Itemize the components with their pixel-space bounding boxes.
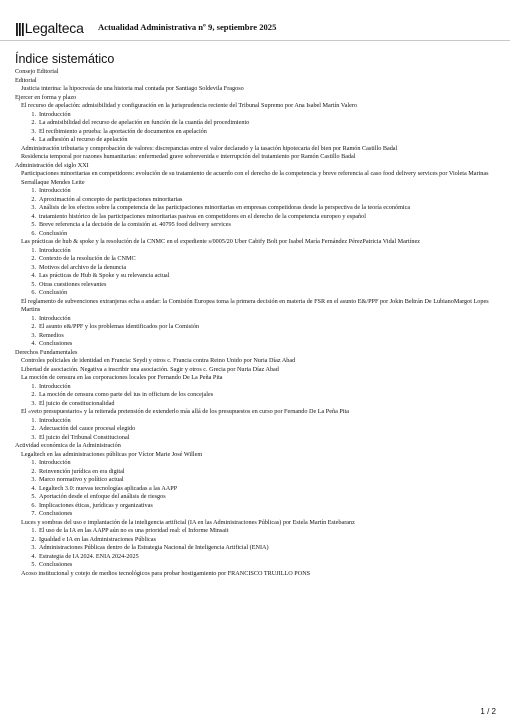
toc-subsection-link[interactable] [15, 476, 505, 485]
toc-article-link[interactable] [15, 357, 505, 366]
toc-subsection-link[interactable] [15, 544, 505, 553]
toc-item-text: Introducción [39, 314, 71, 322]
toc-item-text: El asunto e&/PPF y los problemas identificados por la Comisión [39, 323, 200, 330]
toc-article-link[interactable] [15, 238, 505, 247]
toc-item-text: Reinvención jurídica en era digital [39, 467, 125, 475]
table-of-contents [15, 68, 505, 578]
toc-item-number: 1. [31, 187, 36, 194]
toc-subsection-link[interactable] [15, 289, 505, 298]
toc-item-text: Legaltech 3.0: nuevas tecnologías aplicadas a las AAPP [39, 484, 178, 492]
toc-item-number: 2. [31, 425, 36, 432]
toc-item-text: Otras cuestiones relevantes [39, 280, 107, 288]
toc-subsection-link[interactable] [15, 468, 505, 477]
toc-item-number: 6. [31, 501, 36, 509]
toc-article-link[interactable] [15, 298, 505, 315]
toc-item-text: Ejercer en forma y plazo [15, 93, 77, 101]
toc-item-text: Las prácticas de hub & spoke y la resolución de la CNMC en el expediente s/0005/20 Uber Cabify Bolt por Isabel María Fernández PérezPatricia Vidal Martínez [21, 238, 421, 245]
toc-item-number: 2. [31, 467, 36, 475]
toc-item-text: Remedios [39, 331, 64, 339]
toc-item-number: 3. [31, 476, 36, 483]
toc-item-number: 5. [31, 493, 36, 500]
toc-item-text: Contexto de la resolución de la CNMC [39, 255, 136, 262]
toc-subsection-link[interactable] [15, 391, 505, 400]
toc-item-text: La adhesión al recurso de apelación [39, 136, 128, 143]
toc-item-number: 1. [31, 246, 36, 254]
toc-subsection-link[interactable] [15, 459, 505, 468]
logo-bars-icon: ||| [15, 20, 24, 36]
toc-item-number: 6. [31, 229, 36, 237]
toc-item-text: El «veto presupuestario» y la reiterada pretensión de extenderlo más allá de los presupuestos en curso por Fernando De La Peña Pita [21, 408, 350, 415]
toc-item-number: 4. [31, 340, 36, 347]
toc-subsection-link[interactable] [15, 527, 505, 536]
toc-subsection-link[interactable] [15, 255, 505, 264]
toc-item-text: Editorial [15, 76, 37, 84]
document-title: Índice sistemático [15, 52, 115, 66]
toc-article-link[interactable] [15, 85, 505, 94]
toc-item-text: El reglamento de subvenciones extranjeras echa a andar: la Comisión Europea toma la primera decisión en materia de FSR en el asunto E&/PPF por Jokin Beltrán De LubianoMargot Lopes Martins [21, 297, 489, 313]
toc-subsection-link[interactable] [15, 213, 505, 222]
toc-item-text: Análisis de los efectos sobre la competencia de las participaciones minoritarias en empresas competidoras desde la perspectiva de la teoría económica [39, 204, 411, 211]
toc-item-text: Marco normativo y político actual [39, 476, 124, 483]
toc-item-text: Implicaciones éticas, jurídicas y organizativas [39, 501, 153, 509]
toc-section [15, 94, 505, 103]
toc-subsection-link[interactable] [15, 434, 505, 443]
toc-article-link[interactable] [15, 145, 505, 154]
toc-item-text: Administraciones Públicas dentro de la Estrategia Nacional de Inteligencia Artificial (ENIA) [39, 544, 269, 551]
toc-article-link[interactable] [15, 408, 505, 417]
toc-item-text: Conclusión [39, 229, 68, 237]
toc-item-text: Introducción [39, 416, 71, 424]
publication-title: Actualidad Administrativa nº 9, septiembre 2025 [98, 22, 277, 32]
toc-article-link[interactable] [15, 451, 505, 460]
toc-section [15, 349, 505, 358]
toc-item-number: 2. [31, 119, 36, 126]
toc-item-number: 1. [31, 382, 36, 390]
toc-subsection-link[interactable] [15, 315, 505, 324]
toc-subsection-link[interactable] [15, 400, 505, 409]
toc-item-number: 3. [31, 399, 36, 407]
toc-item-text: Actividad económica de la Administración [15, 442, 121, 449]
toc-subsection-link[interactable] [15, 281, 505, 290]
toc-item-text: Aportación desde el enfoque del análisis de riesgos [39, 493, 166, 500]
toc-subsection-link[interactable] [15, 510, 505, 519]
toc-item-text: Administración tributaria y comprobación de valores: discrepancias entre el valor declarado y la tasación hipotecaria del bien por Ramón Castillo Badal [21, 144, 398, 152]
toc-item-text: El juicio del Tribunal Constitucional [39, 433, 130, 441]
logo-text: Legalteca [24, 20, 84, 36]
toc-item-text: Residencia temporal por razones humanitarias: enfermedad grave sobrevenida e interrupción del tratamiento por Ramón Castillo Badal [21, 153, 356, 160]
toc-item-number: 2. [31, 391, 36, 398]
toc-item-number: 1. [31, 416, 36, 424]
toc-subsection-link[interactable] [15, 417, 505, 426]
toc-item-text: Aproximación al concepto de participaciones minoritarias [39, 195, 183, 203]
page-header [0, 0, 510, 41]
toc-item-number: 4. [31, 484, 36, 492]
toc-item-text: El uso de la IA en las AAPP aún no es una prioridad real: el Informe Minsait [39, 527, 229, 534]
toc-subsection-link[interactable] [15, 553, 505, 562]
toc-subsection-link[interactable] [15, 136, 505, 145]
toc-subsection-link[interactable] [15, 485, 505, 494]
toc-item-number: 2. [31, 255, 36, 262]
toc-item-text: Introducción [39, 110, 71, 118]
toc-item-text: tratamiento histórico de las participaciones minoritarias pasivas en competidores en el derecho de la competencia europeo y español [39, 212, 366, 220]
toc-item-text: El recibimiento a prueba: la aportación de documentos en apelación [39, 127, 207, 135]
toc-subsection-link[interactable] [15, 383, 505, 392]
toc-item-number: 2. [31, 195, 36, 203]
toc-subsection-link[interactable] [15, 272, 505, 281]
toc-item-number: 4. [31, 272, 36, 279]
toc-item-text: Motivos del archivo de la denuncia [39, 263, 127, 271]
toc-item-text: Consejo Editorial [15, 68, 59, 75]
toc-item-number: 4. [31, 212, 36, 220]
toc-item-text: Adecuación del cauce procesal elegido [39, 425, 136, 432]
toc-item-number: 4. [31, 136, 36, 143]
toc-item-number: 4. [31, 552, 36, 560]
toc-item-text: Participaciones minoritarias en competidores: evolución de su tratamiento de acuerdo con el derecho de la competencia y breve referencia al caso food delivery services por Violeta Marinas Serrallaque Mendes Leite [21, 170, 489, 186]
toc-item-text: Breve referencia a la decisión de la comisión at. 40795 food delivery services [39, 221, 231, 228]
toc-subsection-link[interactable] [15, 230, 505, 239]
toc-article-link[interactable] [15, 153, 505, 162]
toc-subsection-link[interactable] [15, 221, 505, 230]
toc-section [15, 68, 505, 77]
toc-item-number: 5. [31, 280, 36, 288]
toc-item-number: 3. [31, 544, 36, 551]
toc-item-text: Conclusiones [39, 340, 73, 347]
toc-item-number: 1. [31, 314, 36, 322]
toc-subsection-link[interactable] [15, 187, 505, 196]
toc-subsection-link[interactable] [15, 340, 505, 349]
toc-item-number: 2. [31, 323, 36, 330]
toc-article-link[interactable] [15, 519, 505, 528]
toc-item-number: 3. [31, 433, 36, 441]
toc-subsection-link[interactable] [15, 536, 505, 545]
toc-item-text: El juicio de constitucionalidad [39, 399, 115, 407]
toc-item-text: Introducción [39, 246, 71, 254]
toc-article-link[interactable] [15, 170, 505, 187]
toc-subsection-link[interactable] [15, 264, 505, 273]
toc-section [15, 442, 505, 451]
toc-subsection-link[interactable] [15, 332, 505, 341]
toc-subsection-link[interactable] [15, 493, 505, 502]
toc-item-number: 1. [31, 527, 36, 534]
toc-subsection-link[interactable] [15, 196, 505, 205]
toc-article-link[interactable] [15, 102, 505, 111]
toc-item-text: Estrategia de IA 2024. ENIA 2024-2025 [39, 552, 139, 560]
toc-subsection-link[interactable] [15, 111, 505, 120]
toc-item-text: Conclusiones [39, 561, 73, 568]
toc-item-text: Introducción [39, 187, 71, 194]
toc-article-link[interactable] [15, 374, 505, 383]
legalteca-logo [15, 20, 84, 36]
page-number: 1 / 2 [480, 707, 496, 716]
toc-item-text: Legaltech en las administraciones públicas por Víctor Marie José Willem [21, 450, 203, 458]
toc-item-text: Justicia interina: la hipocresía de una historia mal contada por Santiago Soldevila Fragoso [21, 85, 244, 92]
toc-item-number: 1. [31, 459, 36, 466]
toc-item-text: La admisibilidad del recurso de apelación en función de la cuantía del procedimiento [39, 119, 250, 126]
toc-item-text: Igualdad e IA en las Administraciones Públicas [39, 535, 156, 543]
toc-section [15, 162, 505, 171]
toc-item-number: 3. [31, 204, 36, 211]
toc-item-text: Las prácticas de Hub & Spoke y su relevancia actual [39, 272, 170, 279]
toc-section [15, 77, 505, 86]
toc-item-text: Introducción [39, 382, 71, 390]
toc-item-number: 3. [31, 127, 36, 135]
toc-subsection-link[interactable] [15, 204, 505, 213]
toc-item-text: Administración del siglo XXI [15, 161, 89, 169]
toc-item-text: Derechos Fundamentales [15, 348, 78, 356]
toc-item-text: Acoso institucional y cotejo de medios tecnológicos para probar hostigamiento por FRANCISCO TRUJILLO PONS [21, 569, 311, 577]
toc-item-number: 5. [31, 561, 36, 568]
toc-item-number: 3. [31, 263, 36, 271]
toc-subsection-link[interactable] [15, 247, 505, 256]
toc-item-text: La moción de censura en las corporaciones locales por Fernando De La Peña Pita [21, 374, 223, 381]
toc-item-number: 5. [31, 221, 36, 228]
toc-item-number: 6. [31, 289, 36, 296]
toc-item-text: Introducción [39, 459, 71, 466]
toc-article-link[interactable] [15, 570, 505, 579]
toc-item-text: Luces y sombras del uso e implantación de la inteligencia artificial (IA en las Administraciones Públicas) por Estela Martín Estebaranz [21, 518, 355, 526]
toc-item-number: 1. [31, 110, 36, 118]
toc-item-text: Controles policiales de identidad en Francia: Seydi y otros c. Francia contra Reino Unido por Nuria Díaz Abad [21, 357, 296, 364]
toc-subsection-link[interactable] [15, 561, 505, 570]
toc-item-number: 3. [31, 331, 36, 339]
toc-item-text: El recurso de apelación: admisibilidad y configuración en la jurisprudencia reciente del Tribunal Supremo por Ana Isabel Martín Valero [21, 102, 357, 109]
toc-item-number: 7. [31, 510, 36, 517]
toc-item-number: 2. [31, 535, 36, 543]
toc-article-link[interactable] [15, 366, 505, 375]
toc-subsection-link[interactable] [15, 128, 505, 137]
toc-subsection-link[interactable] [15, 425, 505, 434]
toc-subsection-link[interactable] [15, 323, 505, 332]
toc-subsection-link[interactable] [15, 502, 505, 511]
toc-item-text: Conclusión [39, 289, 68, 296]
toc-item-text: La moción de censura como parte del ius in officium de los concejales [39, 391, 214, 398]
toc-item-text: Conclusiones [39, 510, 73, 517]
toc-item-text: Libertad de asociación. Negativa a inscribir una asociación. Sagir y otros c. Grecia por Nuria Díaz Abad [21, 365, 279, 373]
toc-subsection-link[interactable] [15, 119, 505, 128]
